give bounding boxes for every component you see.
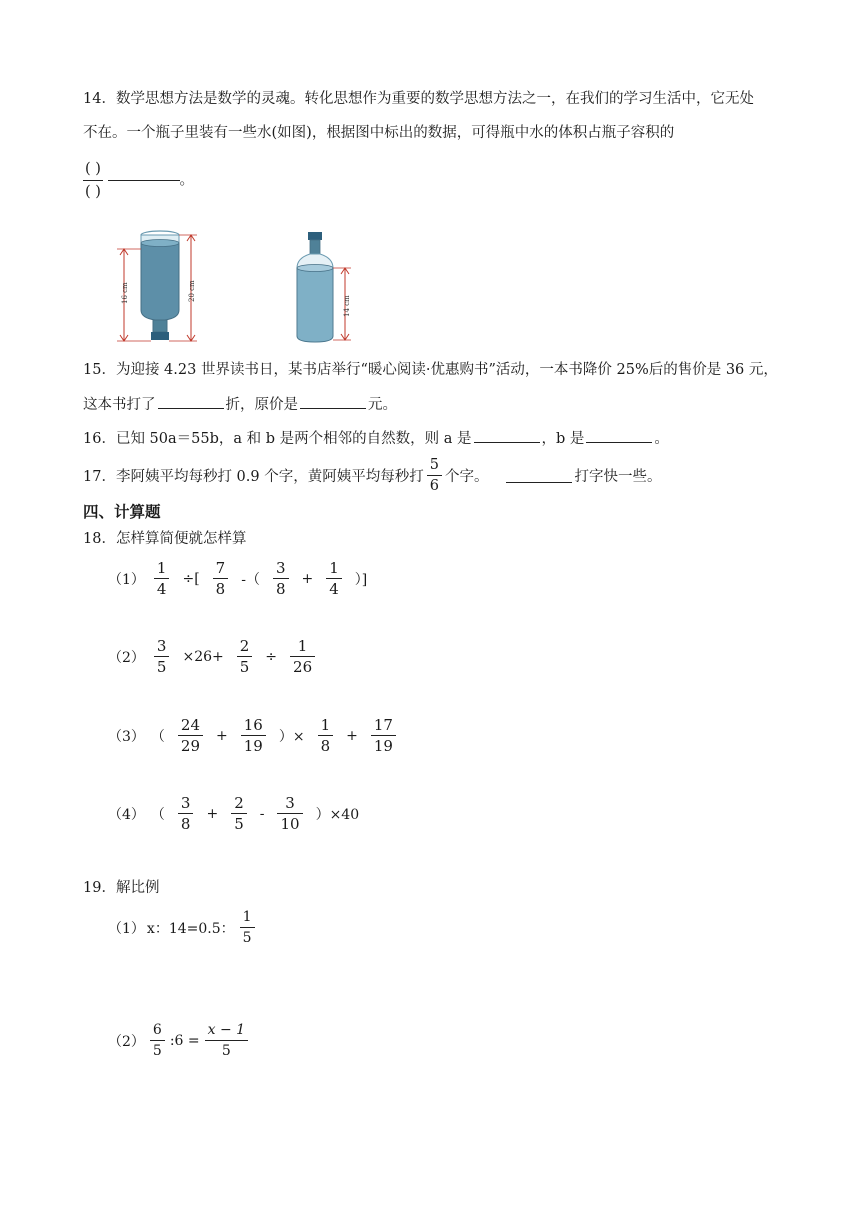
q16-line — [83, 428, 669, 449]
q16-text-b: ，b 是 — [541, 431, 585, 447]
q15-blank-2[interactable] — [300, 394, 366, 409]
q19-title: 19．解比例 — [83, 880, 160, 896]
answer-blank[interactable] — [108, 180, 180, 181]
operator: -（ — [241, 571, 260, 588]
operator: ）] — [354, 571, 368, 588]
operator: （ — [150, 806, 165, 823]
answer-fraction — [83, 158, 103, 203]
fraction-numerator: 1 — [329, 559, 339, 577]
operator: + — [301, 570, 314, 587]
fraction — [154, 636, 170, 677]
q17-text-a: 17．李阿姨平均每秒打 0.9 个字，黄阿姨平均每秒打 — [83, 469, 424, 485]
fraction-numerator: 24 — [180, 716, 201, 734]
fig1-right-label: 20 cm — [188, 280, 196, 302]
operator: ）× — [278, 728, 305, 745]
section-heading-calc: 四、计算题 — [83, 503, 161, 521]
q15-blank-1[interactable] — [158, 394, 224, 409]
q18-item-1 — [108, 558, 367, 599]
fraction-denominator: 5 — [205, 1040, 248, 1061]
q19-item-1-label: （1） — [108, 920, 145, 937]
q19-item-1 — [108, 907, 258, 948]
q15-line2 — [83, 394, 397, 415]
fraction-denominator: 26 — [290, 656, 315, 677]
operator: ÷ — [265, 648, 278, 665]
fraction — [273, 558, 289, 599]
answer-fraction-denominator: ( ) — [85, 184, 101, 200]
fraction-numerator: 1 — [320, 716, 331, 734]
fraction-denominator: 5 — [237, 656, 253, 677]
q15-line1: 15．为迎接 4.23 世界读书日，某书店举行“暖心阅读·优惠购书”活动，一本书降价 25%后的售价是 36 元， — [83, 362, 778, 378]
operator: + — [216, 727, 228, 744]
q19-item-2-fraction-2 — [205, 1020, 248, 1061]
bottle-figures — [105, 222, 375, 350]
q19-item-2-mid: :6 = — [169, 1032, 200, 1049]
operator: + — [346, 727, 358, 744]
fraction — [290, 636, 315, 677]
fraction-numerator: 7 — [215, 559, 226, 577]
bottle-inverted — [117, 231, 197, 341]
fraction-denominator: 8 — [178, 813, 194, 834]
q17-fraction — [427, 455, 442, 496]
q18-item-3 — [108, 715, 399, 756]
fraction-denominator: 8 — [273, 578, 289, 599]
q15-text-b: 折，原价是 — [225, 397, 298, 413]
fig1-left-label: 16 cm — [121, 282, 129, 304]
fraction — [178, 793, 194, 834]
fraction-numerator: x − 1 — [207, 1022, 246, 1038]
q18-item-label: （3） — [108, 728, 145, 745]
fraction-numerator: 17 — [373, 716, 393, 734]
fraction — [213, 558, 229, 599]
fraction — [318, 715, 334, 756]
q16-text-a: 16．已知 50a＝55b，a 和 b 是两个相邻的自然数，则 a 是 — [83, 431, 472, 447]
q17-text-b: 个字。 — [444, 469, 489, 485]
q16-blank-2[interactable] — [586, 428, 652, 443]
fraction-numerator: 3 — [285, 794, 295, 812]
q19-item-2-fraction-1 — [150, 1020, 165, 1061]
q15-text-a: 这本书打了 — [83, 397, 156, 413]
bottle-upright — [297, 232, 351, 342]
q17-blank[interactable] — [506, 468, 572, 483]
q15-text-c: 元。 — [368, 397, 397, 413]
fraction-numerator: 3 — [275, 559, 286, 577]
operator: ×26+ — [182, 648, 224, 665]
operator: + — [206, 805, 219, 822]
q18-item-4 — [108, 793, 359, 834]
fraction — [178, 715, 203, 756]
fraction-denominator: 5 — [150, 1040, 165, 1061]
fraction-denominator: 5 — [231, 813, 247, 834]
fraction-numerator: 6 — [152, 1022, 162, 1038]
q17-line — [83, 455, 661, 496]
q17-fraction-numerator: 5 — [429, 457, 439, 473]
fraction-denominator: 8 — [318, 735, 334, 756]
operator: ÷[ — [182, 570, 200, 587]
fraction — [277, 793, 302, 834]
fraction-denominator: 4 — [326, 578, 342, 599]
fraction-numerator: 1 — [242, 909, 252, 925]
q14-line2: 不在。一个瓶子里装有一些水(如图)，根据图中标出的数据，可得瓶中水的体积占瓶子容积的 — [83, 125, 675, 141]
q18-item-label: （2） — [108, 649, 145, 666]
q19-item-1-fraction — [240, 907, 255, 948]
q16-blank-1[interactable] — [474, 428, 540, 443]
q18-item-label: （4） — [108, 806, 145, 823]
q19-item-2-label: （2） — [108, 1033, 145, 1050]
fraction-denominator: 19 — [241, 735, 266, 756]
fraction-numerator: 3 — [156, 637, 167, 655]
q18-item-label: （1） — [108, 571, 145, 588]
fraction — [231, 793, 247, 834]
q17-fraction-denominator: 6 — [427, 475, 442, 496]
q19-item-2 — [108, 1020, 251, 1061]
fraction-numerator: 1 — [297, 637, 308, 655]
q18-item-2 — [108, 636, 318, 677]
fraction — [241, 715, 266, 756]
fraction-denominator: 5 — [240, 927, 255, 948]
fraction — [154, 558, 170, 599]
fraction-numerator: 2 — [234, 794, 244, 812]
fraction-denominator: 4 — [154, 578, 170, 599]
fraction — [326, 558, 342, 599]
fraction-numerator: 3 — [180, 794, 191, 812]
q14-line1: 14．数学思想方法是数学的灵魂。转化思想作为重要的数学思想方法之一，在我们的学习生活中，它无处 — [83, 91, 754, 107]
fraction-denominator: 10 — [277, 813, 302, 834]
answer-fraction-numerator: ( ) — [83, 158, 103, 181]
fraction-denominator: 5 — [154, 656, 170, 677]
fraction-numerator: 2 — [239, 637, 250, 655]
fig2-right-label: 14 cm — [343, 295, 351, 317]
fraction — [371, 715, 396, 756]
q16-text-c: 。 — [654, 431, 669, 447]
fraction-numerator: 16 — [243, 716, 263, 734]
q18-title: 18．怎样算简便就怎样算 — [83, 531, 247, 547]
fraction — [237, 636, 253, 677]
q19-item-1-text: x：14=0.5： — [146, 920, 235, 937]
operator: ）×40 — [315, 806, 360, 823]
fraction-denominator: 19 — [371, 735, 396, 756]
operator: （ — [150, 728, 165, 745]
fraction-numerator: 1 — [156, 559, 167, 577]
fraction-denominator: 8 — [213, 578, 229, 599]
q14-tail: 。 — [179, 172, 195, 189]
operator: - — [259, 805, 265, 822]
q17-text-c: 打字快一些。 — [574, 469, 662, 485]
fraction-denominator: 29 — [178, 735, 203, 756]
q14-answer — [83, 158, 194, 203]
